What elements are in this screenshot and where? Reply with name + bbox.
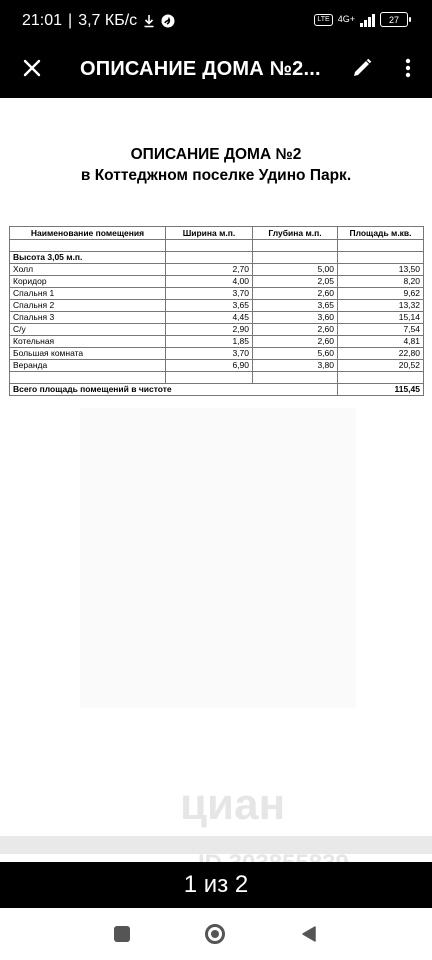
- page-counter: [0, 862, 432, 908]
- room-name: Котельная: [10, 336, 166, 348]
- room-width: 3,70: [166, 348, 253, 360]
- room-area: 4,81: [338, 336, 424, 348]
- room-area: 8,20: [338, 276, 424, 288]
- table-row: [10, 300, 424, 312]
- rooms-table: [9, 226, 424, 396]
- col-header-name: Наименование помещения: [10, 227, 166, 240]
- total-value: 115,45: [338, 384, 424, 396]
- table-total-row: [10, 384, 424, 396]
- room-name: Спальня 3: [10, 312, 166, 324]
- table-row: [10, 264, 424, 276]
- network-type: 4G+: [337, 14, 355, 24]
- status-left: [22, 12, 175, 30]
- battery-icon: [380, 12, 408, 27]
- table-row: [10, 312, 424, 324]
- room-width: 1,85: [166, 336, 253, 348]
- navigation-bar: [0, 908, 432, 960]
- room-depth: 2,05: [253, 276, 338, 288]
- room-width: 4,45: [166, 312, 253, 324]
- download-icon: [143, 14, 155, 28]
- room-width: 2,90: [166, 324, 253, 336]
- col-header-depth: Глубина м.п.: [253, 227, 338, 240]
- app-toolbar: [0, 44, 432, 98]
- close-icon[interactable]: [20, 56, 44, 80]
- table-row: [10, 348, 424, 360]
- status-divider: |: [68, 12, 73, 29]
- room-area: 13,50: [338, 264, 424, 276]
- cian-watermark: циан: [180, 780, 286, 829]
- room-area: 20,52: [338, 360, 424, 372]
- page-bottom-edge: [0, 836, 432, 854]
- volte-badge: LTE: [314, 14, 332, 26]
- status-right: [314, 12, 408, 27]
- room-name: С/у: [10, 324, 166, 336]
- room-name: Спальня 2: [10, 300, 166, 312]
- room-depth: 5,60: [253, 348, 338, 360]
- status-time: 21:01: [22, 12, 63, 29]
- room-depth: 3,65: [253, 300, 338, 312]
- room-depth: 3,60: [253, 312, 338, 324]
- room-width: 4,00: [166, 276, 253, 288]
- square-icon[interactable]: [114, 926, 130, 942]
- table-row: [10, 336, 424, 348]
- room-width: 2,70: [166, 264, 253, 276]
- table-spacer-row: [10, 372, 424, 384]
- room-name: Спальня 1: [10, 288, 166, 300]
- doc-heading: [0, 144, 432, 186]
- document-title: ОПИСАНИЕ ДОМА №2...: [80, 58, 321, 80]
- doc-heading-line2: в Коттеджном поселке Удино Парк.: [80, 167, 352, 184]
- page-shade: [80, 408, 356, 708]
- room-name: Холл: [10, 264, 166, 276]
- room-width: 3,65: [166, 300, 253, 312]
- status-bar: [0, 0, 432, 44]
- app-notification-icon: [161, 14, 175, 28]
- table-row: [10, 360, 424, 372]
- table-row: [10, 288, 424, 300]
- more-vert-icon[interactable]: [396, 56, 420, 80]
- col-header-area: Площадь м.кв.: [338, 227, 424, 240]
- room-depth: 5,00: [253, 264, 338, 276]
- room-width: 6,90: [166, 360, 253, 372]
- room-area: 13,32: [338, 300, 424, 312]
- room-width: 3,70: [166, 288, 253, 300]
- room-depth: 2,60: [253, 288, 338, 300]
- room-name: Веранда: [10, 360, 166, 372]
- battery-level: 27: [388, 14, 399, 25]
- doc-heading-line1: ОПИСАНИЕ ДОМА №2: [130, 146, 302, 163]
- room-area: 9,62: [338, 288, 424, 300]
- room-name: Большая комната: [10, 348, 166, 360]
- table-spacer-row: [10, 240, 424, 252]
- table-row: [10, 276, 424, 288]
- section-label: Высота 3,05 м.п.: [10, 252, 166, 264]
- room-depth: 3,80: [253, 360, 338, 372]
- room-depth: 2,60: [253, 336, 338, 348]
- back-triangle-icon[interactable]: [300, 925, 318, 943]
- col-header-width: Ширина м.п.: [166, 227, 253, 240]
- home-circle-icon[interactable]: [205, 924, 225, 944]
- status-speed: 3,7 КБ/с: [78, 12, 138, 29]
- table-section-row: [10, 252, 424, 264]
- signal-icon: [360, 13, 375, 27]
- room-depth: 2,60: [253, 324, 338, 336]
- edit-icon[interactable]: [350, 56, 374, 80]
- document-page[interactable]: [0, 98, 432, 854]
- room-area: 22,80: [338, 348, 424, 360]
- room-name: Коридор: [10, 276, 166, 288]
- table-row: [10, 324, 424, 336]
- table-header-row: [10, 227, 424, 240]
- room-area: 7,54: [338, 324, 424, 336]
- page-counter-label: 1 из 2: [183, 871, 249, 898]
- total-label: Всего площадь помещений в чистоте: [10, 384, 338, 396]
- room-area: 15,14: [338, 312, 424, 324]
